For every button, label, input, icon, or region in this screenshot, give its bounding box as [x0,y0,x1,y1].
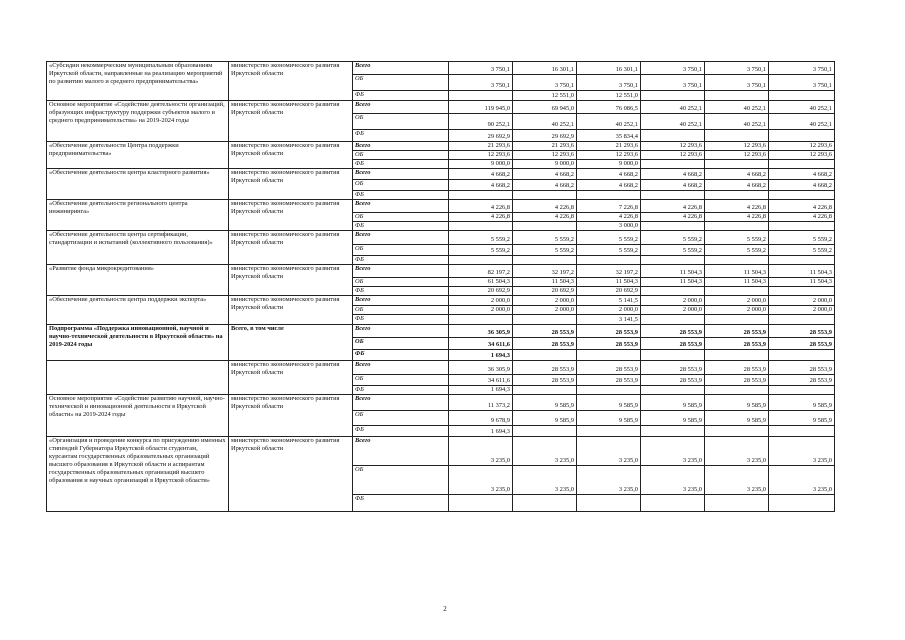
amount-cell: 9 585,9 [513,411,577,426]
amount-cell: 3 750,1 [513,75,577,91]
amount-cell: 21 293,6 [577,142,641,151]
measure-name: «Развитие фонда микрокредитования» [47,265,229,296]
amount-cell: 32 197,2 [513,265,577,278]
amount-cell: 5 559,2 [577,245,641,256]
funding-source: ФБ [353,287,449,296]
amount-cell [705,160,769,169]
amount-cell: 4 668,2 [769,169,835,180]
amount-cell: 4 668,2 [577,169,641,180]
funding-source: ОБ [353,245,449,256]
amount-cell: 28 553,9 [641,375,705,386]
funding-source: ОБ [353,338,449,350]
amount-cell [513,386,577,395]
executor: министерство экономического развития Иркутской области [229,101,353,142]
executor: министерство экономического развития Иркутской области [229,395,353,437]
amount-cell: 28 553,9 [577,375,641,386]
funding-source: Всего [353,101,449,114]
amount-cell: 34 611,6 [449,338,513,350]
amount-cell: 12 293,6 [449,151,513,160]
amount-cell [449,222,513,231]
amount-cell: 5 559,2 [705,245,769,256]
amount-cell [513,495,577,512]
amount-cell [641,495,705,512]
amount-cell: 3 750,1 [577,75,641,91]
funding-source: ФБ [353,315,449,325]
measure-name: «Обеспечение деятельности центра поддержки экспорта» [47,296,229,325]
amount-cell: 1 694,3 [449,386,513,395]
amount-cell: 3 235,0 [513,437,577,466]
amount-cell: 1 694,3 [449,426,513,437]
table-row [47,169,835,180]
amount-cell: 12 293,6 [769,151,835,160]
amount-cell: 36 305,9 [449,361,513,375]
measure-name: «Обеспечение деятельности центра кластерного развития» [47,169,229,200]
amount-cell: 28 553,9 [513,325,577,338]
table-row [47,325,835,338]
amount-cell [769,350,835,361]
amount-cell: 3 235,0 [513,466,577,495]
funding-source: ФБ [353,495,449,512]
funding-source: Всего [353,231,449,245]
amount-cell [641,426,705,437]
amount-cell [577,191,641,200]
executor: Всего, в том числе [229,325,353,361]
amount-cell [577,256,641,265]
amount-cell: 3 750,1 [769,75,835,91]
amount-cell [769,426,835,437]
amount-cell [705,191,769,200]
amount-cell [769,130,835,142]
executor: министерство экономического развития Иркутской области [229,169,353,200]
amount-cell: 4 226,8 [641,200,705,213]
amount-cell: 12 293,6 [641,151,705,160]
amount-cell: 20 692,9 [577,287,641,296]
amount-cell [705,256,769,265]
amount-cell: 28 553,9 [705,375,769,386]
funding-source: ОБ [353,466,449,495]
table-row [47,437,835,466]
amount-cell [641,256,705,265]
amount-cell: 5 559,2 [513,231,577,245]
amount-cell: 12 293,6 [705,142,769,151]
funding-source: ФБ [353,350,449,361]
amount-cell: 2 000,0 [769,296,835,306]
amount-cell: 11 504,3 [641,278,705,287]
measure-name: «Обеспечение деятельности центра сертификации, стандартизации и испытаний (коллективного пользования)» [47,231,229,265]
amount-cell: 5 559,2 [577,231,641,245]
amount-cell: 4 668,2 [641,180,705,191]
amount-cell: 28 553,9 [705,361,769,375]
measure-name: Основное мероприятие «Содействие развитию научной, научно-технической и инновационной деятельности в Иркутской области» на 2019-2024 годы [47,395,229,437]
funding-source: ОБ [353,180,449,191]
amount-cell: 28 553,9 [769,361,835,375]
amount-cell: 12 293,6 [769,142,835,151]
amount-cell: 5 559,2 [769,245,835,256]
amount-cell: 11 504,3 [705,278,769,287]
amount-cell: 12 551,0 [577,91,641,101]
amount-cell: 3 235,0 [577,437,641,466]
amount-cell: 7 226,8 [577,200,641,213]
amount-cell: 34 611,6 [449,375,513,386]
table-row [47,231,835,245]
amount-cell [705,426,769,437]
amount-cell: 21 293,6 [513,142,577,151]
amount-cell: 61 504,3 [449,278,513,287]
amount-cell: 4 226,8 [513,213,577,222]
amount-cell: 28 553,9 [577,338,641,350]
amount-cell: 11 504,3 [513,278,577,287]
amount-cell: 29 692,9 [513,130,577,142]
amount-cell [449,315,513,325]
amount-cell: 3 750,1 [641,75,705,91]
table-row [47,142,835,151]
funding-source: Всего [353,142,449,151]
amount-cell: 12 293,6 [705,151,769,160]
measure-name: «Субсидии некоммерческим муниципальным образованиям Иркутской области, направленные на реализацию мероприятий по развитию малого и среднего предпринимательства» [47,62,229,101]
amount-cell: 11 504,3 [769,265,835,278]
amount-cell: 4 226,8 [641,213,705,222]
amount-cell: 12 293,6 [641,142,705,151]
amount-cell: 28 553,9 [641,361,705,375]
table-row [47,361,835,375]
amount-cell: 9 585,9 [641,411,705,426]
amount-cell: 3 235,0 [769,466,835,495]
executor: министерство экономического развития Иркутской области [229,437,353,512]
amount-cell: 9 585,9 [705,395,769,411]
measure-name: «Обеспечение деятельности регионального центра инжиниринга» [47,200,229,231]
amount-cell [577,426,641,437]
measure-name: Подпрограмма «Поддержка инновационной, научной и научно-технической деятельности в Иркутской области» на 2019-2024 годы [47,325,229,361]
amount-cell: 16 301,1 [577,62,641,75]
amount-cell: 3 750,1 [769,62,835,75]
executor: министерство экономического развития Иркутской области [229,62,353,101]
funding-source: Всего [353,169,449,180]
amount-cell: 5 559,2 [641,231,705,245]
amount-cell: 9 585,9 [641,395,705,411]
budget-table [46,61,835,512]
amount-cell: 28 553,9 [577,325,641,338]
amount-cell: 20 692,9 [513,287,577,296]
amount-cell: 3 750,1 [705,75,769,91]
table-row [47,296,835,306]
executor: министерство экономического развития Иркутской области [229,142,353,169]
amount-cell [769,222,835,231]
amount-cell: 4 226,8 [449,200,513,213]
amount-cell: 5 141,5 [577,296,641,306]
amount-cell [577,495,641,512]
executor: министерство экономического развития Иркутской области [229,296,353,325]
amount-cell: 12 551,0 [513,91,577,101]
amount-cell: 3 750,1 [705,62,769,75]
amount-cell: 9 585,9 [705,411,769,426]
amount-cell: 16 301,1 [513,62,577,75]
funding-source: ФБ [353,222,449,231]
amount-cell: 9 000,0 [513,160,577,169]
amount-cell: 5 559,2 [513,245,577,256]
amount-cell [449,91,513,101]
amount-cell: 4 668,2 [705,180,769,191]
table-row [47,101,835,114]
amount-cell: 11 504,3 [705,265,769,278]
amount-cell: 3 750,1 [641,62,705,75]
table-row [47,395,835,411]
amount-cell: 5 559,2 [449,231,513,245]
funding-source: ОБ [353,151,449,160]
amount-cell [769,191,835,200]
amount-cell: 3 000,0 [577,222,641,231]
amount-cell [705,222,769,231]
amount-cell: 4 668,2 [449,169,513,180]
funding-source: ОБ [353,411,449,426]
amount-cell: 4 668,2 [705,169,769,180]
amount-cell: 28 553,9 [513,361,577,375]
amount-cell: 119 945,0 [449,101,513,114]
amount-cell: 4 226,8 [577,213,641,222]
amount-cell: 3 235,0 [641,466,705,495]
funding-source: ОБ [353,114,449,130]
amount-cell: 40 252,1 [769,114,835,130]
funding-source: Всего [353,325,449,338]
amount-cell [641,160,705,169]
amount-cell: 3 750,1 [449,62,513,75]
amount-cell [769,91,835,101]
amount-cell: 28 553,9 [769,325,835,338]
funding-source: ОБ [353,278,449,287]
amount-cell: 40 252,1 [769,101,835,114]
amount-cell: 11 504,3 [641,265,705,278]
amount-cell: 4 226,8 [449,213,513,222]
amount-cell: 4 226,8 [705,213,769,222]
funding-source: ФБ [353,426,449,437]
amount-cell: 2 000,0 [513,306,577,315]
amount-cell: 9 585,9 [769,411,835,426]
amount-cell [641,222,705,231]
amount-cell: 5 559,2 [641,245,705,256]
executor: министерство экономического развития Иркутской области [229,361,353,395]
funding-source: ОБ [353,213,449,222]
funding-source: Всего [353,200,449,213]
page-number: 2 [443,605,447,613]
amount-cell [769,256,835,265]
amount-cell: 9 678,9 [449,411,513,426]
amount-cell: 2 000,0 [577,306,641,315]
amount-cell [513,350,577,361]
amount-cell: 3 235,0 [641,437,705,466]
amount-cell [705,130,769,142]
funding-source: Всего [353,296,449,306]
amount-cell: 9 585,9 [577,395,641,411]
amount-cell: 4 668,2 [449,180,513,191]
amount-cell: 5 559,2 [449,245,513,256]
amount-cell: 3 750,1 [449,75,513,91]
amount-cell: 9 000,0 [449,160,513,169]
amount-cell [513,256,577,265]
amount-cell: 5 559,2 [705,231,769,245]
amount-cell: 11 504,3 [577,278,641,287]
table-row [47,62,835,75]
amount-cell: 3 235,0 [705,437,769,466]
amount-cell: 3 235,0 [449,466,513,495]
amount-cell: 28 553,9 [577,361,641,375]
funding-source: Всего [353,395,449,411]
amount-cell [705,495,769,512]
amount-cell: 90 252,1 [449,114,513,130]
amount-cell [705,91,769,101]
amount-cell: 28 553,9 [705,325,769,338]
amount-cell: 40 252,1 [513,114,577,130]
amount-cell: 21 293,6 [449,142,513,151]
amount-cell: 4 668,2 [641,169,705,180]
amount-cell [449,495,513,512]
amount-cell: 2 000,0 [449,306,513,315]
executor: министерство экономического развития Иркутской области [229,265,353,296]
amount-cell: 9 000,0 [577,160,641,169]
amount-cell: 3 235,0 [705,466,769,495]
amount-cell: 2 000,0 [769,306,835,315]
amount-cell: 35 834,4 [577,130,641,142]
amount-cell: 2 000,0 [513,296,577,306]
funding-source: ОБ [353,306,449,315]
funding-source: ФБ [353,256,449,265]
amount-cell [513,191,577,200]
amount-cell: 3 235,0 [449,437,513,466]
amount-cell [513,426,577,437]
amount-cell: 12 293,6 [577,151,641,160]
amount-cell: 28 553,9 [641,325,705,338]
amount-cell [705,287,769,296]
measure-name [47,361,229,395]
amount-cell [641,386,705,395]
amount-cell [449,191,513,200]
amount-cell: 4 668,2 [513,180,577,191]
amount-cell: 11 373,2 [449,395,513,411]
measure-name: Основное мероприятие «Содействие деятельности организаций, образующих инфраструктуру поддержки субъектов малого и среднего предпринимательства» на 2019-2024 годы [47,101,229,142]
amount-cell [641,91,705,101]
amount-cell: 3 235,0 [769,437,835,466]
amount-cell: 4 668,2 [577,180,641,191]
amount-cell: 29 692,9 [449,130,513,142]
funding-source: Всего [353,265,449,278]
amount-cell [705,315,769,325]
amount-cell [577,350,641,361]
funding-source: ОБ [353,375,449,386]
amount-cell [769,495,835,512]
amount-cell: 36 305,9 [449,325,513,338]
funding-source: ФБ [353,130,449,142]
table-row [47,200,835,213]
amount-cell [641,315,705,325]
amount-cell [769,315,835,325]
amount-cell [513,222,577,231]
amount-cell [641,130,705,142]
amount-cell: 5 559,2 [769,231,835,245]
amount-cell: 2 000,0 [705,306,769,315]
table-row [47,265,835,278]
funding-source: ФБ [353,191,449,200]
amount-cell: 32 197,2 [577,265,641,278]
amount-cell: 4 226,8 [769,213,835,222]
amount-cell: 9 585,9 [769,395,835,411]
amount-cell [769,287,835,296]
amount-cell: 28 553,9 [705,338,769,350]
funding-source: ФБ [353,160,449,169]
amount-cell: 82 197,2 [449,265,513,278]
amount-cell: 9 585,9 [513,395,577,411]
amount-cell: 76 086,5 [577,101,641,114]
amount-cell [449,256,513,265]
amount-cell: 40 252,1 [705,101,769,114]
amount-cell: 40 252,1 [577,114,641,130]
amount-cell: 4 226,8 [705,200,769,213]
amount-cell [769,160,835,169]
funding-source: ФБ [353,386,449,395]
amount-cell: 40 252,1 [641,101,705,114]
amount-cell: 2 000,0 [641,296,705,306]
funding-source: ФБ [353,91,449,101]
amount-cell: 4 226,8 [769,200,835,213]
amount-cell [577,386,641,395]
amount-cell [705,386,769,395]
amount-cell: 4 668,2 [769,180,835,191]
amount-cell: 2 000,0 [641,306,705,315]
amount-cell: 28 553,9 [769,338,835,350]
amount-cell: 11 504,3 [769,278,835,287]
measure-name: «Обеспечение деятельности Центра поддержки предпринимательства» [47,142,229,169]
funding-source: Всего [353,361,449,375]
amount-cell: 40 252,1 [641,114,705,130]
amount-cell: 28 553,9 [513,338,577,350]
amount-cell: 20 692,9 [449,287,513,296]
funding-source: Всего [353,437,449,466]
amount-cell [641,287,705,296]
funding-source: Всего [353,62,449,75]
amount-cell: 28 553,9 [641,338,705,350]
amount-cell [705,350,769,361]
amount-cell [641,191,705,200]
amount-cell: 28 553,9 [513,375,577,386]
amount-cell: 3 235,0 [577,466,641,495]
amount-cell: 2 000,0 [705,296,769,306]
amount-cell: 9 585,9 [577,411,641,426]
amount-cell: 12 293,6 [513,151,577,160]
amount-cell: 69 945,0 [513,101,577,114]
amount-cell: 2 000,0 [449,296,513,306]
amount-cell [641,350,705,361]
amount-cell: 40 252,1 [705,114,769,130]
amount-cell [769,386,835,395]
amount-cell: 1 694,3 [449,350,513,361]
measure-name: «Организация и проведение конкурса по присуждению именных стипендий Губернатора Иркутской области студентам, курсантам государственных образовательных организаций высшего образования в Иркутской области и аспирантам государственных образовательных организаций высшего образования и научных организаций в Иркутской области» [47,437,229,512]
funding-source: ОБ [353,75,449,91]
amount-cell: 3 141,5 [577,315,641,325]
amount-cell: 28 553,9 [769,375,835,386]
amount-cell: 4 668,2 [513,169,577,180]
amount-cell [513,315,577,325]
amount-cell: 4 226,8 [513,200,577,213]
executor: министерство экономического развития Иркутской области [229,231,353,265]
executor: министерство экономического развития Иркутской области [229,200,353,231]
